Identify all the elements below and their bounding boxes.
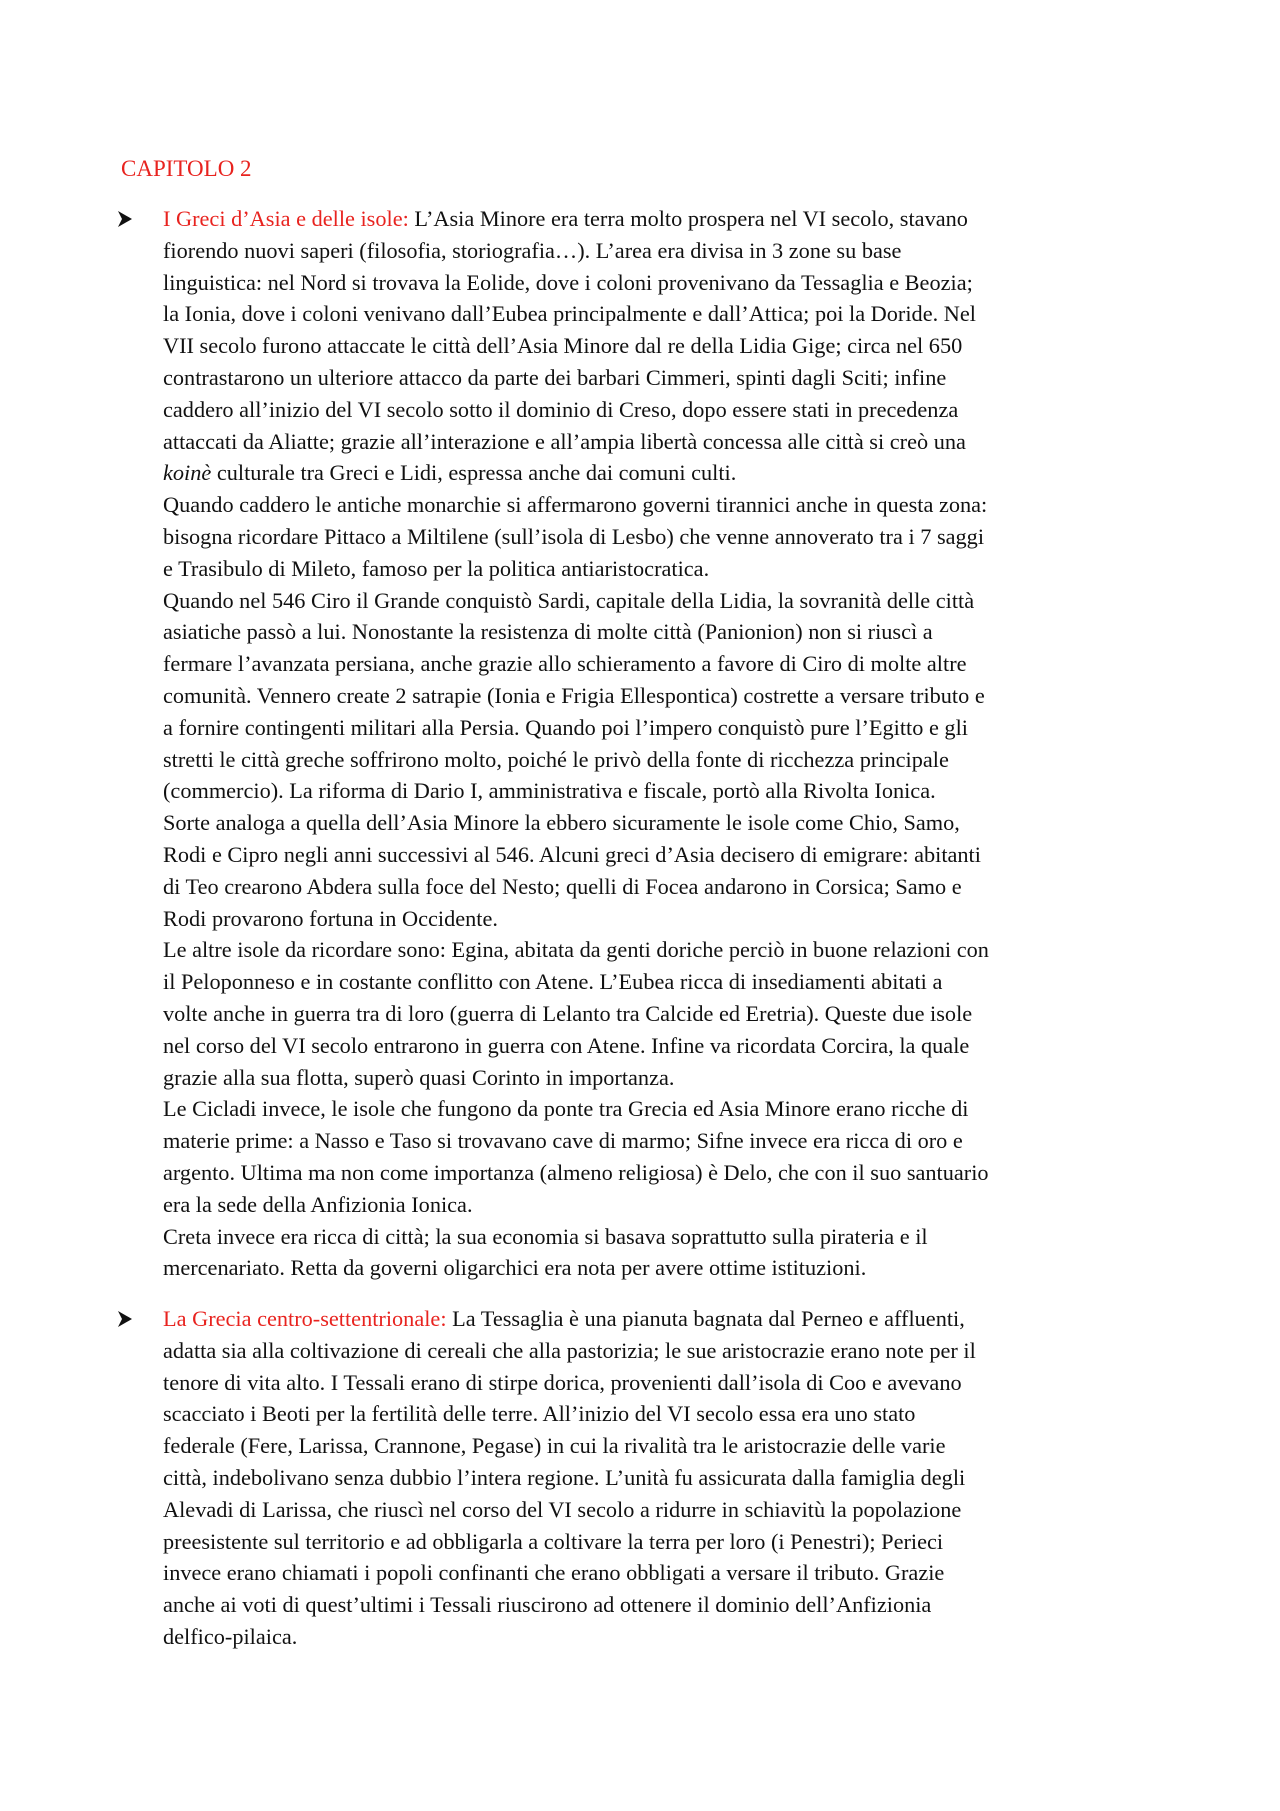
section-line: La Grecia centro-settentrionale: La Tessaglia è una pianuta bagnata dal Perneo e affluenti, [163,1306,965,1331]
section-line: e Trasibulo di Mileto, famoso per la politica antiaristocratica. [163,555,710,581]
section-line: Rodi e Cipro negli anni successivi al 546. Alcuni greci d’Asia decisero di emigrare: abitanti [163,841,981,867]
section-greci-asia [163,203,1173,1284]
section-line: Rodi provarono fortuna in Occidente. [163,905,498,931]
section-line: il Peloponneso e in costante conflitto con Atene. L’Eubea ricca di insediamenti abitati a [163,969,943,995]
section-line: Alevadi di Larissa, che riuscì nel corso del VI secolo a ridurre in schiavitù la popolazione [163,1496,962,1522]
section-line: fermare l’avanzata persiana, anche grazie allo schieramento a favore di Ciro di molte altre [163,651,967,677]
section-line: fiorendo nuovi saperi (filosofia, storiografia…). L’area era divisa in 3 zone su base [163,237,902,263]
arrowhead-bullet-icon [117,1303,135,1335]
section-line: stretti le città greche soffrirono molto, poiché le privò della fonte di ricchezza principale [163,746,949,772]
section-line: Le altre isole da ricordare sono: Egina, abitata da genti doriche perciò in buone relazioni con [163,937,989,963]
section-line: tenore di vita alto. I Tessali erano di stirpe dorica, provenienti dall’isola di Coo e avevano [163,1369,962,1395]
arrowhead-bullet-icon [117,203,135,235]
section-line: Creta invece era ricca di città; la sua economia si basava soprattutto sulla pirateria e il [163,1223,928,1249]
section-line: nel corso del VI secolo entrarono in guerra con Atene. Infine va ricordata Corcira, la quale [163,1032,970,1058]
section-line: anche ai voti di quest’ultimi i Tessali riuscirono ad ottenere il dominio dell’Anfizionia [163,1592,932,1618]
section-line: invece erano chiamati i popoli confinanti che erano obbligati a versare il tributo. Grazie [163,1560,945,1586]
section-line: adatta sia alla coltivazione di cereali che alla pastorizia; le sue aristocrazie erano note per il [163,1337,976,1363]
section-line: federale (Fere, Larissa, Crannone, Pegase) in cui la rivalità tra le aristocrazie delle varie [163,1433,946,1459]
section-line: contrastarono un ulteriore attacco da parte dei barbari Cimmeri, spinti dagli Sciti; infine [163,364,947,390]
section-line: Quando caddero le antiche monarchie si affermarono governi tirannici anche in questa zona: [163,492,988,518]
section-line: (commercio). La riforma di Dario I, amministrativa e fiscale, portò alla Rivolta Ionica. [163,778,936,804]
section-line: Quando nel 546 Ciro il Grande conquistò Sardi, capitale della Lidia, la sovranità delle città [163,587,975,613]
section-grecia-centro [163,1303,1173,1653]
section-line: di Teo crearono Abdera sulla foce del Nesto; quelli di Focea andarono in Corsica; Samo e [163,873,962,899]
section-line: Le Cicladi invece, le isole che fungono da ponte tra Grecia ed Asia Minore erano ricche di [163,1096,969,1122]
section-line: linguistica: nel Nord si trovava la Eolide, dove i coloni provenivano da Tessaglia e Beozia; [163,269,973,295]
section-line: I Greci d’Asia e delle isole: L’Asia Minore era terra molto prospera nel VI secolo, stavano [163,206,968,231]
section-line: asiatiche passò a lui. Nonostante la resistenza di molte città (Panionion) non si riuscì a [163,619,933,645]
section-line: grazie alla sua flotta, superò quasi Corinto in importanza. [163,1064,675,1090]
section-line: comunità. Vennero create 2 satrapie (Ionia e Frigia Ellespontica) costrette a versare tributo e [163,682,985,708]
section-heading: La Grecia centro-settentrionale: [163,1306,447,1331]
section-line: mercenariato. Retta da governi oligarchici era nota per avere ottime istituzioni. [163,1255,867,1281]
section-line: bisogna ricordare Pittaco a Miltilene (sull’isola di Lesbo) che venne annoverato tra i 7 saggi [163,523,985,549]
section-line: scacciato i Beoti per la fertilità delle terre. All’inizio del VI secolo essa era uno stato [163,1401,916,1427]
section-line: volte anche in guerra tra di loro (guerra di Lelanto tra Calcide ed Eretria). Queste due isole [163,1000,973,1026]
section-line: a fornire contingenti militari alla Persia. Quando poi l’impero conquistò pure l’Egitto e gli [163,714,968,740]
section-heading: I Greci d’Asia e delle isole: [163,206,409,231]
section-line: caddero all’inizio del VI secolo sotto il dominio di Creso, dopo essere stati in precedenza [163,396,959,422]
section-line: delfico-pilaica. [163,1623,298,1649]
chapter-title: CAPITOLO 2 [121,156,252,181]
section-line: koinè culturale tra Greci e Lidi, espressa anche dai comuni culti. [163,460,737,486]
section-line: VII secolo furono attaccate le città dell’Asia Minore dal re della Lidia Gige; circa nel 650 [163,333,963,359]
italic-term: koinè [163,460,212,486]
section-line: città, indebolivano senza dubbio l’intera regione. L’unità fu assicurata dalla famiglia degli [163,1464,966,1490]
section-line: la Ionia, dove i coloni venivano dall’Eubea principalmente e dall’Attica; poi la Doride. Nel [163,301,976,327]
section-line: attaccati da Aliatte; grazie all’interazione e all’ampia libertà concessa alle città si creò una [163,428,966,454]
section-line: materie prime: a Nasso e Taso si trovavano cave di marmo; Sifne invece era ricca di oro e [163,1128,963,1154]
section-line: argento. Ultima ma non come importanza (almeno religiosa) è Delo, che con il suo santuario [163,1159,989,1185]
section-line: era la sede della Anfizionia Ionica. [163,1191,473,1217]
section-line: preesistente sul territorio e ad obbligarla a coltivare la terra per loro (i Penestri); Perieci [163,1528,944,1554]
section-line: Sorte analoga a quella dell’Asia Minore la ebbero sicuramente le isole come Chio, Samo, [163,810,960,836]
